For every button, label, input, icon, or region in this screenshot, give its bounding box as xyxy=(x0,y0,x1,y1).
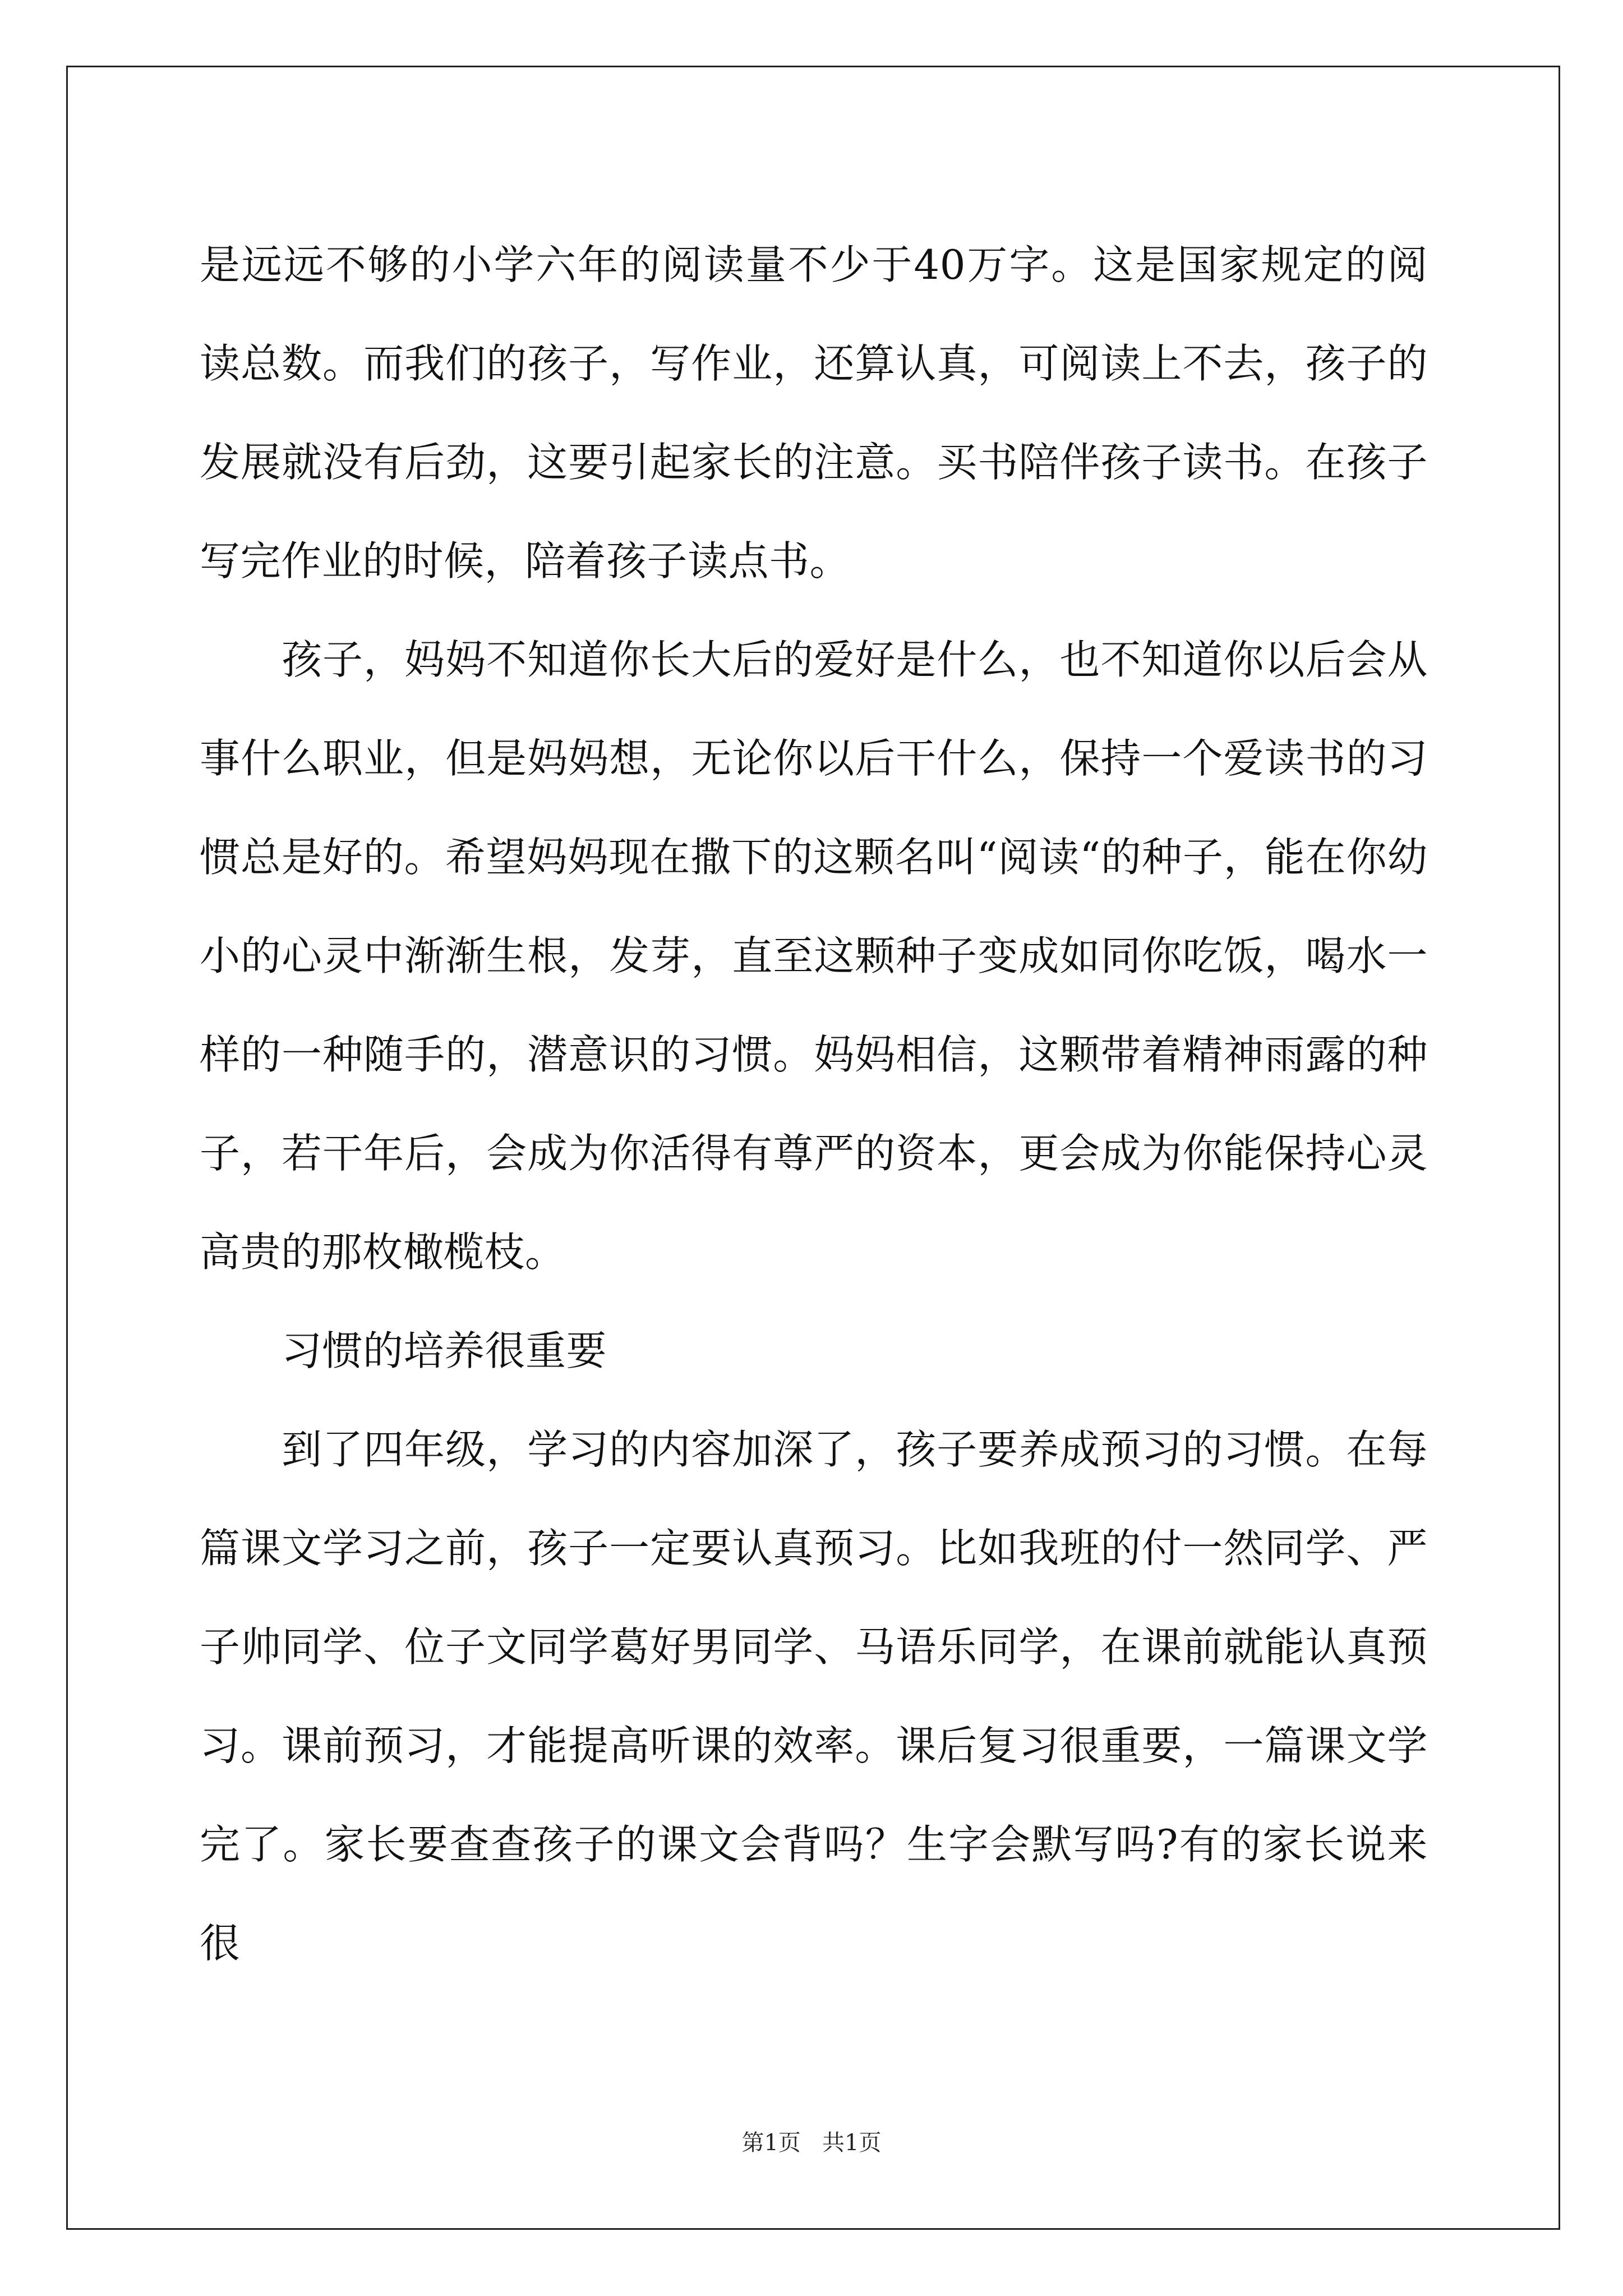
paragraph-preview-habit: 到了四年级，学习的内容加深了，孩子要养成预习的习惯。在每篇课文学习之前，孩子一定要认真预习。比如我班的付一然同学、严子帅同学、位子文同学葛好男同学、马语乐同学，在课前就能认真预习。课前预习，才能提高听课的效率。课后复习很重要，一篇课文学完了。家长要查查孩子的课文会背吗？生字会默写吗?有的家长说来很 xyxy=(200,1426,1428,1967)
section-heading-habits: 习惯的培养很重要 xyxy=(282,1327,607,1374)
page-number-footer: 第1页 共1页 xyxy=(741,2130,882,2156)
document-body xyxy=(200,215,1428,1993)
paragraph-letter-to-child: 孩子，妈妈不知道你长大后的爱好是什么，也不知道你以后会从事什么职业，但是妈妈想，无论你以后干什么，保持一个爱读书的习惯总是好的。希望妈妈现在撒下的这颗名叫“阅读“的种子，能在你幼小的心灵中渐渐生根，发芽，直至这颗种子变成如同你吃饭，喝水一样的一种随手的，潜意识的习惯。妈妈相信，这颗带着精神雨露的种子，若干年后，会成为你活得有尊严的资本，更会成为你能保持心灵高贵的那枚橄榄枝。 xyxy=(200,636,1428,1276)
paragraph-continuation: 是远远不够的小学六年的阅读量不少于40万字。这是国家规定的阅读总数。而我们的孩子，写作业，还算认真，可阅读上不去，孩子的发展就没有后劲，这要引起家长的注意。买书陪伴孩子读书。在孩子写完作业的时候，陪着孩子读点书。 xyxy=(200,241,1428,585)
